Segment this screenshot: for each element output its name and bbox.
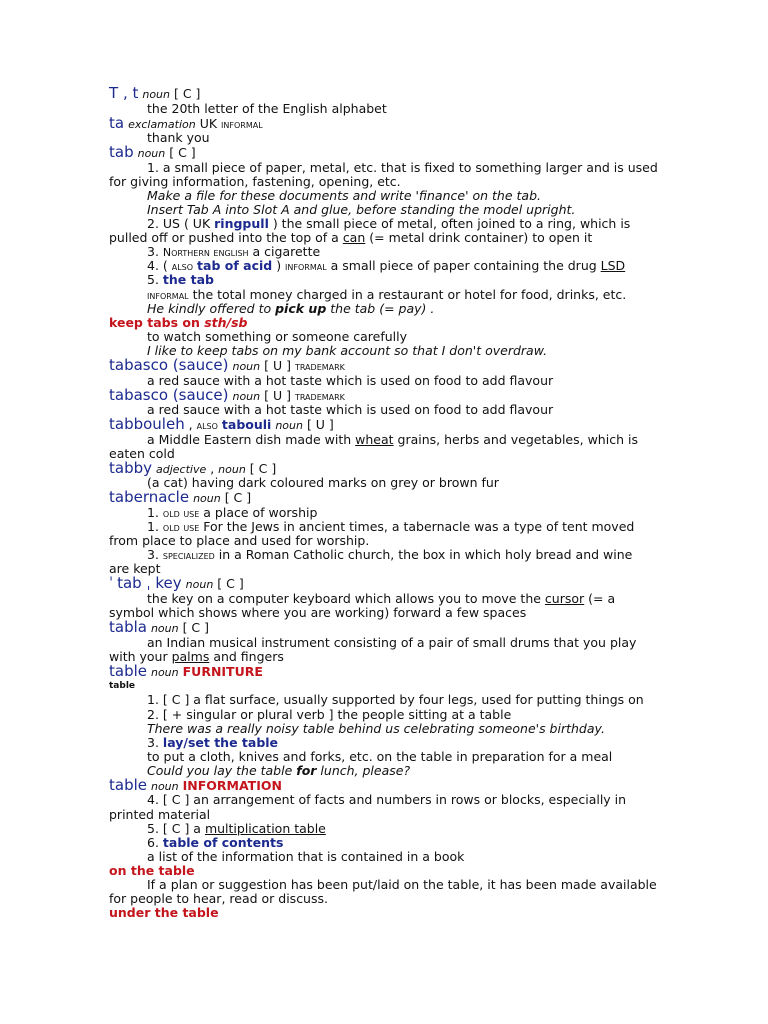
entry-table-information <box>109 775 654 794</box>
grammar-code: [ C ] <box>170 86 201 101</box>
entry-tabby <box>109 458 654 477</box>
entry-t <box>109 86 654 102</box>
phrase: the tab <box>162 272 214 288</box>
example: Insert Tab A into Slot A and glue, before standing the model upright. <box>147 201 576 217</box>
phrase: lay/set the table <box>162 734 279 750</box>
definition-text: with your <box>109 648 172 664</box>
trademark-label: trademark <box>294 389 345 403</box>
sense-3 <box>109 736 654 750</box>
definition: the 20th letter of the English alphabet <box>147 100 387 116</box>
part-of-speech: adjective <box>155 462 207 476</box>
definition-text: and fingers <box>209 648 284 664</box>
definition: If a plan or suggestion has been put/laid on the table, it has been made available <box>147 877 657 893</box>
register-label: informal <box>285 260 327 274</box>
grammar-code: [ C ] <box>213 576 244 592</box>
example-text: He kindly offered to <box>147 300 276 316</box>
trademark-label: trademark <box>294 360 345 373</box>
sense-1: 1. a small piece of paper, metal, etc. that is fixed to something larger and is used <box>147 159 658 175</box>
definition: a red sauce with a hot taste which is used on food to add flavour <box>147 402 554 418</box>
definition-text: (= a <box>584 590 616 606</box>
separator: , <box>184 417 197 433</box>
headword: tabla <box>109 618 147 637</box>
sense-number: 4. ( <box>147 258 172 274</box>
headword: table <box>109 661 147 680</box>
idiom-headword: keep tabs on <box>109 314 205 330</box>
entry-ta <box>109 113 654 132</box>
grammar-code: [ C ] <box>165 145 196 161</box>
sense-text: 5. [ C ] a <box>147 820 205 836</box>
definition-cont: eaten cold <box>109 445 175 461</box>
sense-text: a place of worship <box>199 504 318 520</box>
idiom-object: sth/sb <box>204 314 248 330</box>
headword: tabby <box>109 458 152 477</box>
grammar-code: [ U ] <box>260 358 295 373</box>
definition-cont: for people to hear, read or discuss. <box>109 891 328 907</box>
category-label: INFORMATION <box>182 777 282 793</box>
region-label: Northern english <box>162 246 249 260</box>
definition: a red sauce with a hot taste which is used on food to add flavour <box>147 372 554 388</box>
definition: a list of the information that is contained in a book <box>147 848 465 864</box>
sense-2 <box>109 520 654 534</box>
register-label: informal <box>221 117 263 131</box>
word-link[interactable]: cursor <box>544 590 585 606</box>
sense-2-cont <box>109 231 654 245</box>
headword: tabbouleh <box>109 415 185 434</box>
sense-2-cont: from place to place and used for worship. <box>109 533 370 549</box>
dictionary-page <box>109 84 658 921</box>
entry-tabla <box>109 620 654 636</box>
sense-2: 2. [ + singular or plural verb ] the people sitting at a table <box>147 706 512 722</box>
image-label: table <box>109 681 136 692</box>
sense-4: 4. [ C ] an arrangement of facts and numbers in rows or blocks, especially in <box>147 792 627 808</box>
definition: to watch something or someone carefully <box>147 328 408 344</box>
sense-3 <box>109 548 654 562</box>
example-highlight: for <box>296 762 317 778</box>
variant-headword: tabouli <box>221 417 272 433</box>
headword-part: key <box>155 574 182 593</box>
definition: thank you <box>147 130 210 146</box>
sense-number: 3. <box>147 244 163 260</box>
headword: tabasco (sauce) <box>109 385 229 404</box>
sense-text: in a Roman Catholic church, the box in which holy bread and wine <box>214 547 633 563</box>
entry-tab <box>109 145 654 161</box>
register-label: informal <box>147 288 189 302</box>
sense-1 <box>109 506 654 520</box>
grammar-code: [ U ] <box>260 387 295 403</box>
sense-number: 5. <box>147 272 163 288</box>
sense-1-cont: for giving information, fastening, opening, etc. <box>109 173 401 189</box>
grammar-code: [ C ] <box>220 490 252 506</box>
entry-tabernacle <box>109 490 654 506</box>
definition-text: the key on a computer keyboard which allows you to move the <box>147 590 545 606</box>
idiom-under-the-table: under the table <box>109 905 219 921</box>
example: Make a file for these documents and write 'finance' on the tab. <box>147 187 541 203</box>
sense-number: 1. <box>147 519 163 535</box>
sense-text: pulled off or pushed into the top of a <box>109 230 343 246</box>
sense-4 <box>109 259 654 273</box>
separator: ˌ <box>141 574 156 593</box>
definition: an Indian musical instrument consisting of a pair of small drums that you play <box>147 634 637 650</box>
sense-text: ) <box>272 258 286 274</box>
sense-1: 1. [ C ] a flat surface, usually supported by four legs, used for putting things on <box>147 692 644 708</box>
entry-tabasco <box>109 358 654 374</box>
entry-tabasco <box>109 385 654 404</box>
part-of-speech: noun <box>150 622 179 636</box>
sense-5 <box>109 822 654 836</box>
part-of-speech: noun <box>185 578 214 592</box>
headword: tabernacle <box>109 488 190 507</box>
register-label: specialized <box>162 549 215 563</box>
sense-3-cont: are kept <box>109 561 161 577</box>
phrase: table of contents <box>162 834 284 850</box>
grammar-code: [ U ] <box>302 417 334 433</box>
headword: T <box>109 84 119 102</box>
entry-tabbouleh <box>109 417 654 433</box>
definition <box>109 592 654 606</box>
stress-mark: ˈ <box>109 574 114 593</box>
grammar-code: [ C ] <box>178 620 210 636</box>
sense-number: 1. <box>147 504 163 520</box>
definition-text: grains, herbs and vegetables, which is <box>393 431 638 447</box>
sense-number: 3. <box>147 734 163 750</box>
sense-number: 6. <box>147 834 163 850</box>
sense-text: (= metal drink container) to open it <box>365 230 593 246</box>
sense-text: 2. US ( UK <box>147 216 215 232</box>
sense-3 <box>109 245 654 259</box>
sense-text: the total money charged in a restaurant or hotel for food, drinks, etc. <box>188 286 627 302</box>
register-label: old use <box>162 506 200 520</box>
region-label: UK <box>199 115 218 131</box>
sense-text: ) the small piece of metal, often joined to a ring, which is <box>268 216 631 232</box>
part-of-speech: noun <box>232 389 261 403</box>
register-label: old use <box>162 521 200 535</box>
idiom-keep-tabs <box>109 316 654 330</box>
definition-cont <box>109 650 654 664</box>
example-text: the tab (= pay) . <box>326 300 435 316</box>
part-of-speech: noun <box>275 419 303 433</box>
sense-4-cont: printed material <box>109 806 211 822</box>
also-label: also <box>171 260 194 274</box>
sense-6 <box>109 836 654 850</box>
example-highlight: pick up <box>275 300 327 316</box>
category-label: FURNITURE <box>182 663 263 679</box>
part-of-speech: noun <box>232 360 261 373</box>
example-text: lunch, please? <box>316 762 411 778</box>
headword: table <box>109 775 147 794</box>
sense-5-def <box>109 288 654 302</box>
headword: tab <box>109 143 134 162</box>
grammar-code: [ C ] <box>245 460 277 476</box>
headword: ta <box>109 113 125 132</box>
also-label: also <box>196 419 218 433</box>
word-link[interactable]: LSD <box>600 258 626 274</box>
cross-ref-link[interactable]: ringpull <box>214 216 269 232</box>
part-of-speech: noun <box>150 779 179 793</box>
sense-number: 3. <box>147 547 163 563</box>
part-of-speech: noun <box>142 88 171 101</box>
sense-text: a small piece of paper containing the drug <box>326 258 601 274</box>
separator: , <box>206 460 219 476</box>
separator: , <box>118 84 133 102</box>
definition-text: a Middle Eastern dish made with <box>147 431 356 447</box>
definition-cont: symbol which shows where you are working) forward a few spaces <box>109 605 527 621</box>
part-of-speech: noun <box>150 665 179 679</box>
word-link[interactable]: palms <box>171 648 210 664</box>
definition: (a cat) having dark coloured marks on grey or brown fur <box>147 475 499 491</box>
sense-2 <box>109 217 654 231</box>
example <box>109 764 654 778</box>
headword: tabasco (sauce) <box>109 356 229 374</box>
example <box>109 302 654 316</box>
example-text: Could you lay the table <box>147 762 297 778</box>
idiom-on-the-table: on the table <box>109 862 195 878</box>
example: There was a really noisy table behind us celebrating someone's birthday. <box>147 720 605 736</box>
sense-5 <box>109 273 654 287</box>
part-of-speech: noun <box>218 462 246 476</box>
word-link[interactable]: multiplication table <box>204 820 326 836</box>
word-link[interactable]: can <box>342 230 366 246</box>
example: I like to keep tabs on my bank account so that I don't overdraw. <box>147 342 548 358</box>
variant-link[interactable]: tab of acid <box>197 258 273 274</box>
definition <box>109 433 654 447</box>
sense-text: a cigarette <box>248 244 321 260</box>
headword-variant: t <box>132 84 139 102</box>
sense-text: For the Jews in ancient times, a tabernacle was a type of tent moved <box>199 519 635 535</box>
definition: to put a cloth, knives and forks, etc. on the table in preparation for a meal <box>147 748 613 764</box>
headword: tab <box>117 574 142 593</box>
part-of-speech: exclamation <box>128 117 196 131</box>
word-link[interactable]: wheat <box>355 431 394 447</box>
part-of-speech: noun <box>137 147 166 161</box>
part-of-speech: noun <box>193 492 221 506</box>
entry-table-furniture <box>109 661 654 680</box>
entry-tab-key <box>109 576 654 592</box>
